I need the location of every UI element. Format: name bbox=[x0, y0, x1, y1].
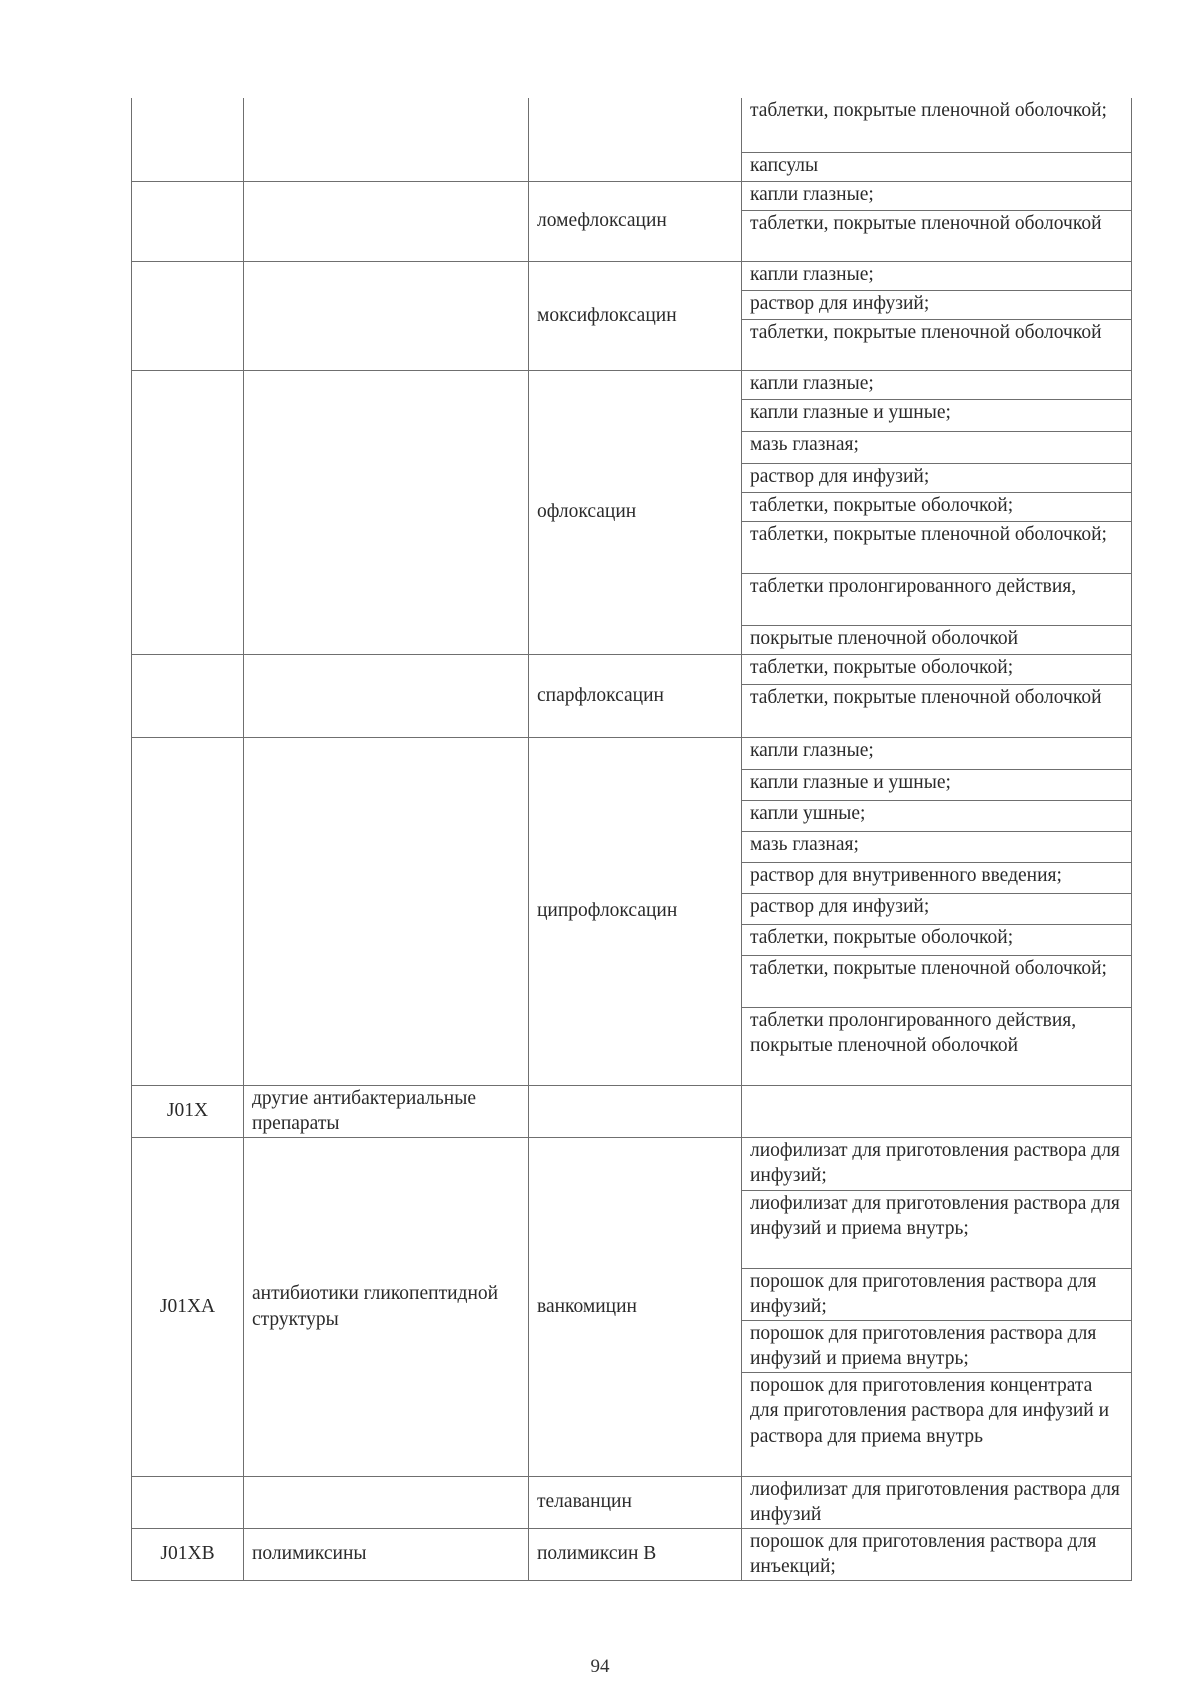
dosage-form-cell: раствор для инфузий; bbox=[742, 290, 1132, 319]
table-row bbox=[132, 654, 1132, 684]
dosage-form-cell: капли глазные; bbox=[742, 261, 1132, 290]
table-row bbox=[132, 1476, 1132, 1528]
dosage-form-cell: таблетки, покрытые пленочной оболочкой bbox=[742, 684, 1132, 737]
dosage-form-cell: порошок для приготовления раствора для инъекций; bbox=[742, 1528, 1132, 1580]
dosage-form-cell: таблетки пролонгированного действия, покрытые пленочной оболочкой bbox=[742, 1007, 1132, 1085]
atc-code-cell bbox=[132, 370, 244, 654]
dosage-form-cell: таблетки, покрытые пленочной оболочкой; bbox=[742, 521, 1132, 573]
dosage-form-cell: капли глазные; bbox=[742, 181, 1132, 210]
table-row bbox=[132, 261, 1132, 290]
dosage-form-cell: лиофилизат для приготовления раствора для инфузий и приема внутрь; bbox=[742, 1190, 1132, 1268]
group-name-cell: антибиотики гликопептидной структуры bbox=[244, 1137, 529, 1476]
dosage-form-cell: покрытые пленочной оболочкой bbox=[742, 625, 1132, 654]
dosage-form-cell: капли ушные; bbox=[742, 800, 1132, 831]
dosage-form-cell: лиофилизат для приготовления раствора для инфузий bbox=[742, 1476, 1132, 1528]
drug-name-cell: офлоксацин bbox=[529, 370, 742, 654]
drug-name-cell: моксифлоксацин bbox=[529, 261, 742, 370]
dosage-form-cell: таблетки, покрытые пленочной оболочкой bbox=[742, 319, 1132, 370]
table-row bbox=[132, 181, 1132, 210]
table-row bbox=[132, 1528, 1132, 1580]
dosage-form-cell: капли глазные и ушные; bbox=[742, 399, 1132, 431]
dosage-form-cell: таблетки, покрытые пленочной оболочкой; bbox=[742, 98, 1132, 152]
dosage-form-cell: капли глазные; bbox=[742, 370, 1132, 399]
table-row bbox=[132, 1085, 1132, 1137]
group-name-cell bbox=[244, 737, 529, 1085]
drug-name-cell bbox=[529, 1085, 742, 1137]
dosage-form-cell: капли глазные; bbox=[742, 737, 1132, 769]
atc-code-cell bbox=[132, 1476, 244, 1528]
drug-table bbox=[131, 98, 1132, 1581]
table-row bbox=[132, 370, 1132, 399]
atc-code-cell bbox=[132, 261, 244, 370]
dosage-form-cell: порошок для приготовления концентрата для приготовления раствора для инфузий и раствора для приема внутрь bbox=[742, 1372, 1132, 1476]
atc-code-cell bbox=[132, 98, 244, 181]
atc-code-cell: J01X bbox=[132, 1085, 244, 1137]
dosage-form-cell: таблетки, покрытые оболочкой; bbox=[742, 924, 1132, 955]
dosage-form-cell: капсулы bbox=[742, 152, 1132, 181]
drug-name-cell: ломефлоксацин bbox=[529, 181, 742, 261]
dosage-form-cell: таблетки пролонгированного действия, bbox=[742, 573, 1132, 625]
dosage-form-cell: таблетки, покрытые оболочкой; bbox=[742, 492, 1132, 521]
dosage-form-cell: порошок для приготовления раствора для инфузий и приема внутрь; bbox=[742, 1320, 1132, 1372]
group-name-cell: полимиксины bbox=[244, 1528, 529, 1580]
drug-name-cell: спарфлоксацин bbox=[529, 654, 742, 737]
group-name-cell bbox=[244, 181, 529, 261]
atc-code-cell: J01XA bbox=[132, 1137, 244, 1476]
dosage-form-cell: раствор для инфузий; bbox=[742, 893, 1132, 924]
group-name-cell bbox=[244, 98, 529, 181]
group-name-cell bbox=[244, 654, 529, 737]
table-row bbox=[132, 98, 1132, 152]
drug-name-cell: телаванцин bbox=[529, 1476, 742, 1528]
dosage-form-cell: раствор для инфузий; bbox=[742, 463, 1132, 492]
atc-code-cell: J01XB bbox=[132, 1528, 244, 1580]
group-name-cell bbox=[244, 370, 529, 654]
drug-table-body bbox=[132, 98, 1132, 1580]
drug-name-cell: полимиксин В bbox=[529, 1528, 742, 1580]
table-row bbox=[132, 1137, 1132, 1190]
dosage-form-cell: таблетки, покрытые оболочкой; bbox=[742, 654, 1132, 684]
page-number: 94 bbox=[590, 1656, 610, 1677]
atc-code-cell bbox=[132, 181, 244, 261]
dosage-form-cell: мазь глазная; bbox=[742, 831, 1132, 862]
dosage-form-cell: раствор для внутривенного введения; bbox=[742, 862, 1132, 893]
dosage-form-cell: лиофилизат для приготовления раствора для инфузий; bbox=[742, 1137, 1132, 1190]
atc-code-cell bbox=[132, 737, 244, 1085]
drug-name-cell: ванкомицин bbox=[529, 1137, 742, 1476]
group-name-cell bbox=[244, 261, 529, 370]
dosage-form-cell: мазь глазная; bbox=[742, 431, 1132, 463]
dosage-form-cell: таблетки, покрытые пленочной оболочкой; bbox=[742, 955, 1132, 1007]
drug-name-cell: ципрофлоксацин bbox=[529, 737, 742, 1085]
dosage-form-cell: капли глазные и ушные; bbox=[742, 769, 1132, 800]
atc-code-cell bbox=[132, 654, 244, 737]
dosage-form-cell bbox=[742, 1085, 1132, 1137]
drug-name-cell bbox=[529, 98, 742, 181]
dosage-form-cell: таблетки, покрытые пленочной оболочкой bbox=[742, 210, 1132, 261]
group-name-cell bbox=[244, 1476, 529, 1528]
group-name-cell: другие антибактериальные препараты bbox=[244, 1085, 529, 1137]
table-row bbox=[132, 737, 1132, 769]
dosage-form-cell: порошок для приготовления раствора для инфузий; bbox=[742, 1268, 1132, 1320]
